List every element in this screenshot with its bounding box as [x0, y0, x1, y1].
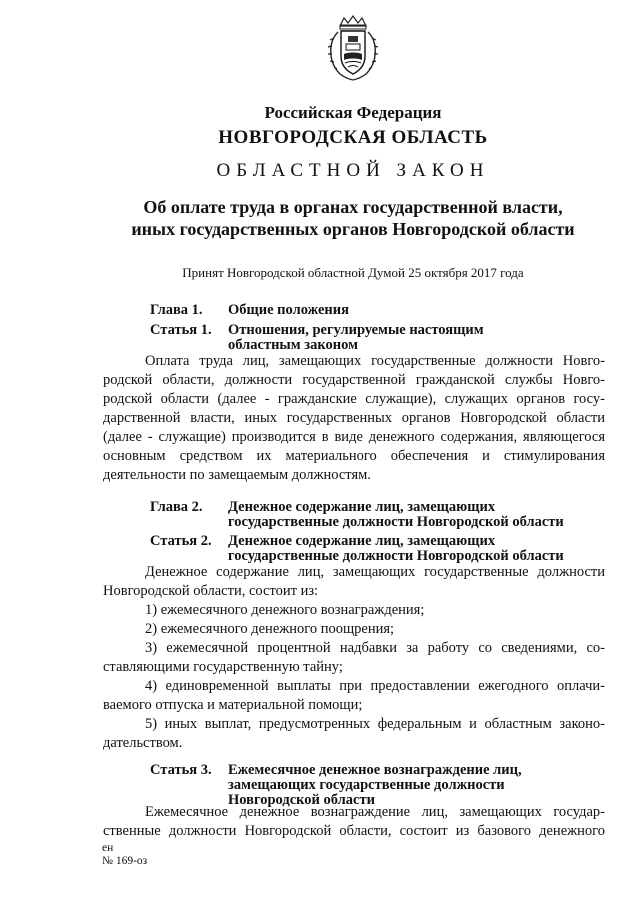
law-type: ОБЛАСТНОЙ ЗАКОН [216, 160, 490, 181]
article-number: Статья 3. [150, 762, 212, 778]
law-title-line: Об оплате труда в органах государственной власти, [143, 197, 563, 217]
chapter-title [228, 500, 564, 530]
law-number: № 169-оз [102, 855, 148, 867]
article-title-line: Денежное содержание лиц, замещающих [228, 533, 496, 549]
executor-initials: ен [102, 842, 114, 854]
article-1-text [103, 352, 605, 485]
text-line: родской области, должности государственной гражданской службы Новго- [103, 372, 605, 388]
chapter-number: Глава 2. [150, 499, 203, 515]
article-title [228, 534, 564, 564]
text-line: Оплата труда лиц, замещающих государственные должности Новго- [145, 353, 605, 369]
article-title-line: областным законом [228, 337, 358, 353]
chapter-title-line: Денежное содержание лиц, замещающих [228, 499, 496, 515]
article-1-heading [150, 323, 484, 353]
article-2-text [103, 563, 605, 753]
article-title [228, 763, 522, 808]
article-title-line: Отношения, регулируемые настоящим [228, 322, 484, 338]
text-line: основным средством их материального обеспечения и стимулирования [103, 448, 605, 464]
list-item: 4) единовременной выплаты при предоставлении ежегодного оплачи- [145, 678, 605, 694]
article-title-line: замещающих государственные должности [228, 777, 505, 793]
list-item: 1) ежемесячного денежного вознаграждения; [145, 602, 425, 618]
text-line: ставляющими государственную тайну; [103, 659, 343, 675]
article-number: Статья 1. [150, 322, 212, 338]
document-footer [102, 842, 147, 868]
text-line: Ежемесячное денежное вознаграждение лиц, замещающих государ- [145, 804, 605, 820]
law-title-line: иных государственных органов Новгородской области [131, 219, 575, 239]
text-line: Новгородской области, состоит из: [103, 583, 319, 599]
article-title [228, 323, 484, 353]
article-title-line: Новгородской области [228, 792, 375, 808]
law-title [0, 196, 640, 240]
text-line: Денежное содержание лиц, замещающих государственные должности [145, 564, 605, 580]
article-3-text [103, 803, 605, 841]
adoption-note: Принят Новгородской областной Думой 25 октября 2017 года [182, 265, 524, 280]
list-item: 5) иных выплат, предусмотренных федеральным и областным законо- [145, 716, 605, 732]
text-line: дательством. [103, 735, 183, 751]
chapter-2-heading [150, 500, 564, 530]
country-name: Российская Федерация [264, 103, 442, 122]
text-line: ваемого отпуска и материальной помощи; [103, 697, 363, 713]
coat-of-arms-icon [326, 14, 380, 82]
list-item: 3) ежемесячной процентной надбавки за работу со сведениями, со- [145, 640, 605, 656]
article-title-line: государственные должности Новгородской области [228, 548, 564, 564]
chapter-title-line: государственные должности Новгородской области [228, 514, 564, 530]
list-item: 2) ежемесячного денежного поощрения; [145, 621, 395, 637]
text-line: (далее - служащие) производится в виде денежного содержания, являющегося [103, 429, 605, 445]
chapter-title: Общие положения [228, 302, 349, 318]
region-name: НОВГОРОДСКАЯ ОБЛАСТЬ [218, 127, 488, 148]
chapter-1-heading [150, 303, 349, 318]
text-line: родской области (далее - гражданские служащие), служащих органов госу- [103, 391, 605, 407]
text-line: дарственной власти, иных государственных органов Новгородской области [103, 410, 605, 426]
article-number: Статья 2. [150, 533, 212, 549]
article-3-heading [150, 763, 522, 808]
article-title-line: Ежемесячное денежное вознаграждение лиц, [228, 762, 522, 778]
text-line: деятельности по замещаемым должностям. [103, 467, 371, 483]
article-2-heading [150, 534, 564, 564]
chapter-number: Глава 1. [150, 302, 203, 318]
text-line: ственные должности Новгородской области, состоит из базового денежного [103, 823, 605, 839]
